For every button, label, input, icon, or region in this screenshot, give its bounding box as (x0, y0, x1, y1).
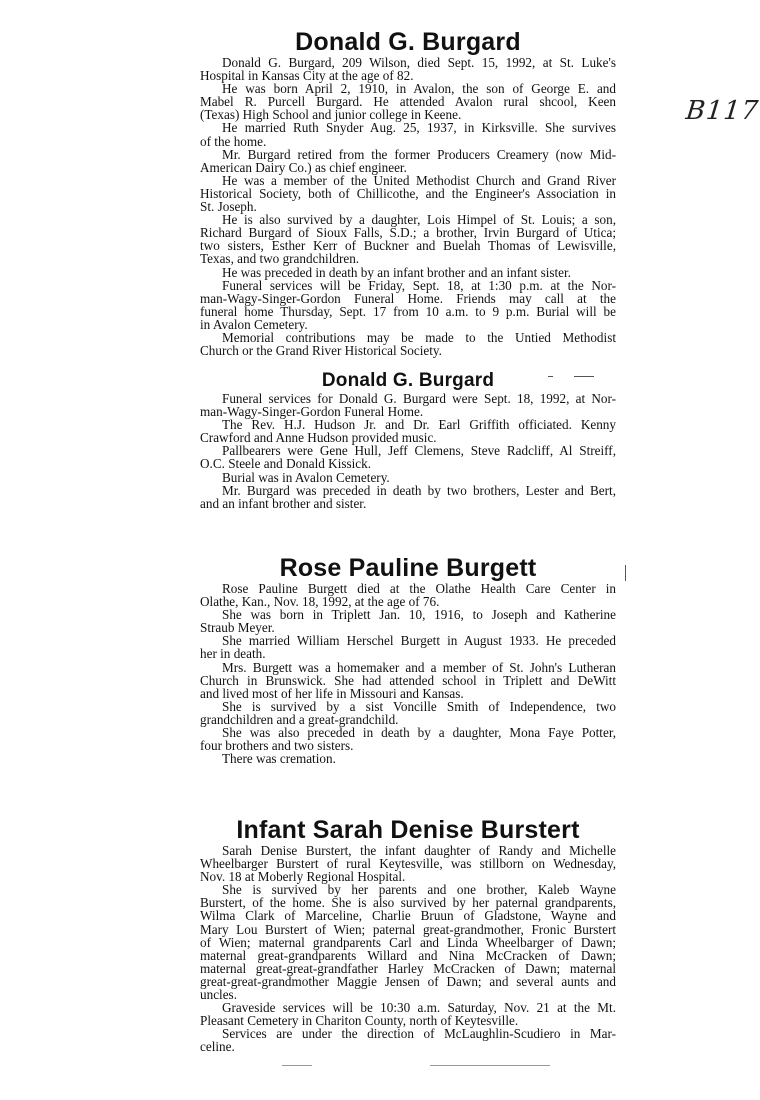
text-line: She was born in Triplett Jan. 10, 1916, to Joseph and Katherine (222, 607, 616, 623)
text-line: of Wien; maternal grandparents Carl and Linda Wheelbarger of Dawn; (200, 934, 616, 950)
text-line: man-Wagy-Singer-Gordon Funeral Home. (200, 404, 424, 420)
text-line: He was preceded in death by an infant brother and an infant sister. (222, 264, 571, 280)
text-line: grandchildren and a great-grandchild. (200, 711, 399, 727)
obituary-body (200, 844, 616, 1054)
text-line: She married William Herschel Burgett in August 1933. He preceded (222, 633, 616, 649)
obituary-rose-burgett (200, 554, 616, 765)
text-line: He was born April 2, 1910, in Avalon, the son of George E. and (222, 81, 616, 97)
text-line: Mary Lou Burstert of Wien; paternal great-grandmother, Fronic Burstert (200, 921, 616, 937)
text-line: Graveside services will be 10:30 a.m. Saturday, Nov. 21 at the Mt. (222, 1000, 616, 1016)
text-line: Sarah Denise Burstert, the infant daughter of Randy and Michelle (222, 843, 616, 858)
text-line: Crawford and Anne Hudson provided music. (200, 430, 437, 446)
text-line: St. Joseph. (200, 199, 257, 215)
text-line: in Avalon Cemetery. (200, 316, 308, 332)
text-line: funeral home Thursday, Sept. 17 from 10 a.m. to 9 p.m. Burial will be (200, 303, 616, 319)
text-line: man-Wagy-Singer-Gordon Funeral Home. Friends may call at the (200, 290, 616, 306)
text-line: celine. (200, 1039, 235, 1055)
text-line: She is survived by a sist Voncille Smith of Independence, two (222, 698, 616, 714)
obituary-title: Donald G. Burgard (321, 370, 495, 391)
text-line: Memorial contributions may be made to the Untied Methodist (222, 329, 616, 345)
text-line: She was also preceded in death by a daughter, Mona Faye Potter, (222, 725, 616, 741)
text-line: Mr. Burgard was preceded in death by two brothers, Lester and Bert, (222, 482, 616, 498)
text-line: Texas, and two grandchildren. (200, 251, 360, 267)
text-line: (Texas) High School and junior college in Keene. (200, 107, 462, 123)
text-line: Services are under the direction of McLaughlin-Scudiero in Mar- (222, 1026, 616, 1042)
scan-mark (430, 1065, 550, 1066)
text-line: Burstert, of the home. She is also survived by her paternal grandparents, (200, 895, 616, 911)
funeral-notice-donald-burgard (200, 370, 616, 510)
obituary-title: Donald G. Burgard (295, 28, 521, 56)
text-line: He was a member of the United Methodist Church and Grand River (222, 172, 616, 188)
text-line: Olathe, Kan., Nov. 18, 1992, at the age of 76. (200, 594, 440, 610)
text-line: Richard Burgard of Sioux Falls, S.D.; a brother, Irvin Burgard of Utica; (200, 225, 616, 241)
text-line: Church or the Grand River Historical Society. (200, 343, 442, 359)
obituary-body (200, 392, 616, 510)
text-line: Mabel R. Purcell Burgard. He attended Avalon rural shcool, Keen (200, 94, 616, 110)
text-line: Funeral services will be Friday, Sept. 18, at 1:30 p.m. at the Nor- (222, 277, 616, 293)
text-line: Wilma Clark of Marceline, Charlie Bruun of Gladstone, Wayne and (200, 908, 616, 924)
text-line: The Rev. H.J. Hudson Jr. and Dr. Earl Griffith officiated. Kenny (222, 417, 616, 433)
text-line: uncles. (200, 987, 237, 1003)
text-line: great-great-grandmother Maggie Jensen of Dawn; and several aunts and (200, 973, 616, 989)
obituary-title: Infant Sarah Denise Burstert (236, 816, 580, 844)
text-line: Straub Meyer. (200, 620, 275, 636)
text-line: maternal great-great-grandfather Harley McCracken of Dawn; maternal (200, 960, 616, 976)
text-line: and an infant brother and sister. (200, 495, 367, 511)
text-line: two sisters, Esther Kerr of Buckner and Buelah Thomas of Lewisville, (200, 238, 616, 254)
text-line: Church in Brunswick. She had attended school in Triplett and DeWitt (200, 672, 616, 688)
text-line: Mrs. Burgett was a homemaker and a member of St. John's Lutheran (222, 659, 616, 675)
text-line: He married Ruth Snyder Aug. 25, 1937, in Kirksville. She survives (222, 120, 616, 136)
text-line: American Dairy Co.) as chief engineer. (200, 159, 407, 175)
scan-mark (625, 565, 626, 581)
text-line: her in death. (200, 646, 266, 662)
text-line: Wheelbarger Burstert of rural Keytesville, was stillborn on Wednesday, (200, 856, 616, 872)
text-line: Burial was in Avalon Cemetery. (222, 469, 390, 485)
text-line: Pallbearers were Gene Hull, Jeff Clemens, Steve Radcliff, Al Streiff, (222, 443, 616, 459)
obituary-body (200, 56, 616, 357)
scan-mark (574, 376, 594, 377)
obituary-body (200, 582, 616, 765)
text-line: He is also survived by a daughter, Lois Himpel of St. Louis; a son, (222, 212, 616, 228)
text-line: Nov. 18 at Moberly Regional Hospital. (200, 869, 406, 885)
text-line: Rose Pauline Burgett died at the Olathe Health Care Center in (222, 581, 616, 596)
text-line: Historical Society, both of Chillicothe, and the Engineer's Association in (200, 185, 616, 201)
scan-mark (282, 1065, 312, 1066)
text-line: of the home. (200, 133, 267, 149)
text-line: Mr. Burgard retired from the former Producers Creamery (now Mid- (222, 146, 616, 162)
obituary-sarah-burstert (200, 816, 616, 1054)
obituary-title: Rose Pauline Burgett (279, 554, 537, 582)
obituary-donald-burgard (200, 28, 616, 357)
text-line: Pleasant Cemetery in Chariton County, north of Keytesville. (200, 1013, 519, 1029)
text-line: She is survived by her parents and one brother, Kaleb Wayne (222, 882, 616, 898)
text-line: and lived most of her life in Missouri and Kansas. (200, 685, 464, 701)
text-line: four brothers and two sisters. (200, 738, 354, 754)
scan-mark (548, 376, 553, 377)
text-line: maternal great-grandparents Willard and Nina McCracken of Dawn; (200, 947, 616, 963)
text-line: Hospital in Kansas City at the age of 82. (200, 68, 414, 84)
text-line: O.C. Steele and Donald Kissick. (200, 456, 372, 472)
text-line: There was cremation. (222, 751, 336, 767)
handwritten-annotation: B117 (684, 96, 760, 126)
text-line: Funeral services for Donald G. Burgard were Sept. 18, 1992, at Nor- (222, 391, 616, 406)
text-line: Donald G. Burgard, 209 Wilson, died Sept. 15, 1992, at St. Luke's (222, 55, 616, 70)
